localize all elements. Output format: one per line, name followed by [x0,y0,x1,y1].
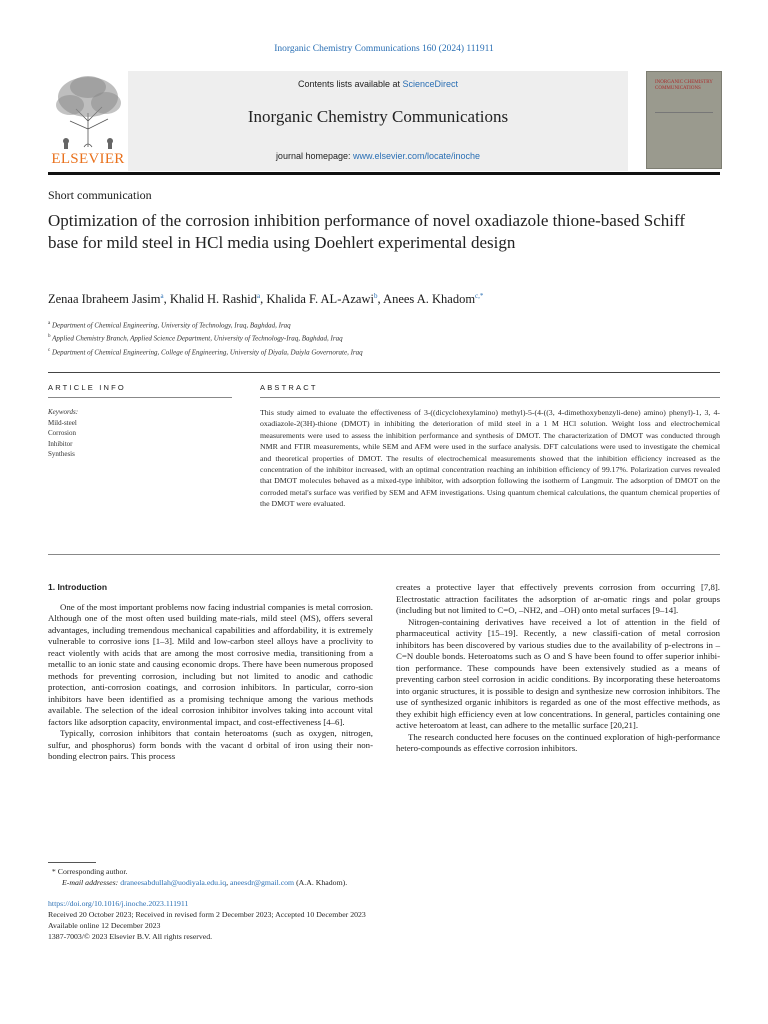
abstract-bottom-rule [48,554,720,555]
author-list: Zenaa Ibraheem Jasim$^a$, Khalid H. Rashid$^a$, Khalida F. AL-Azawi$^b$, Anees A. Khadom$^{c,*}$ [48,292,484,307]
email-link[interactable]: aneesdr@gmail.com [230,878,295,887]
journal-reference[interactable]: Inorganic Chemistry Communications 160 (2024) 111911 [274,44,494,54]
publisher-name: ELSEVIER [51,151,125,167]
affiliation-item: $^b$ Applied Chemistry Branch, Applied Science Department, University of Technology-Iraq, Baghdad, Iraq [48,334,343,343]
sciencedirect-link[interactable]: ScienceDirect [402,79,459,89]
doi-link[interactable]: https://doi.org/10.1016/j.inoche.2023.111911 [48,899,189,908]
copyright: 1387-7003/© 2023 Elsevier B.V. All rights reserved. [48,932,213,941]
body-paragraph: creates a protective layer that effectively prevents corrosion from occurring [7,8]. Electrostatic attraction facilitates the adsorption of ar-omatic rings and polar groups (including but not limited to C=O, –NH2, and –OH) onto metal surfaces [9–14]. [396,582,720,615]
abstract-sub-rule [260,397,720,398]
contents-line [128,79,628,89]
affiliation-item: $^a$ Department of Chemical Engineering, University of Technology, Iraq, Baghdad, Iraq [48,321,291,330]
cover-title: INORGANIC CHEMISTRY COMMUNICATIONS [655,80,713,91]
masthead [48,71,628,171]
author-affil-marker[interactable]: b [373,292,378,300]
author-name[interactable]: Khalida F. AL-Azawi [266,292,374,307]
body-right-column [396,582,720,755]
keyword: Synthesis [48,450,75,458]
homepage-link[interactable]: www.elsevier.com/locate/inoche [353,151,481,161]
info-sub-rule [48,397,232,398]
elsevier-tree-icon [48,71,128,149]
keyword: Mild-steel [48,418,77,427]
affiliations [48,318,648,358]
cover-divider [655,112,713,113]
header-rule [48,172,720,175]
abstract-text: This study aimed to evaluate the effectiveness of 3-((dicyclohexylamino) methyl)-5-(4-((3, 4-dimethoxybenzyli-dene) amino) phenyl)-1, 3, 4-oxadiazole-2(3H)-thione (DMOT) in inhibiting the deterioration of mild steel in a 1 M HCl solution. Weight loss and electrochemical measurements were used to assess the inhibition performance and synthesis of DMOT. The characterization of DMOT was conducted through NMR and FTIR measurements, while SEM and AFM were used in the surface analysis. DFT calculations were used to investigate the chemical and theoretical properties of DMOT. The results of electrochemical measurements showed that the inhibition efficiency increased as the concentration of the inhibitor increased, with an optimal concentration reaching an inhibition efficiency of 99.17%. Polarization curves revealed that DMOT molecules behaved as a mixed-type inhibitor, with adsorption following the isotherm of Langmuir. The adsorption of DMOT on the corroded metal's surface was verified by SEM and AFM investigations. Using quantum chemical calculations, the quantum chemical properties of the DMOT were evaluated. [260,408,720,509]
body-paragraph: One of the most important problems now facing industrial companies is metal corrosion. Although one of the most often used building mate-rials, mild steel (MS), offers several advantages, including tremendous mechanical capabilities and affordability, it is extremely vulnerable to corrosive ions [1–3]. Mild and low-carbon steel alloys have a proclivity to react violently with acids that are among the most corrosive media, transitioning from a metallic to an ionic state and causing economic drops. There have been numerous proposed methods for preventing corrosion, including but not limited to anodic and cathodic protection, anti-corrosion coatings, and corrosion inhibitors. In particular, corro-sion inhibitors have been identified as a promising technique among the various methods available. The selection of the ideal corrosion inhibitor involves taking into account vital factors like adsorption capacity, environmental impact, and cost-effectiveness [4–6]. [48,601,373,727]
corresponding-note: * Corresponding author. [48,867,128,876]
received-dates: Received 20 October 2023; Received in revised form 2 December 2023; Accepted 10 December 2023 [48,910,366,919]
keywords-block [48,407,208,460]
footnotes [48,866,708,888]
author-affil-marker[interactable]: a [256,292,261,300]
body-paragraph: Nitrogen-containing derivatives have received a lot of attention in the field of pharmaceutical activity [15–19]. Recently, a new classifi-cation of metal corrosion inhibitors has been discovered by various studies due to the availability of p-electrons in –C=N double bonds. Heteroatoms such as O and S have been found to offer superior inhibi-tion performance. These compounds have been extensively studied as a means of preventing carbon steel corrosion in acidic conditions. By incorporating these heteroatoms into organic structures, it is possible to design and synthesize new corrosion inhibitors. The use of synthesized organic inhibitors is regarded as one of the most effective methods, as they exhibit high efficiency even at low concentrations. In general, particles containing one active heteroatom at least, can adhere to the metallic surface [20,21]. [396,616,720,730]
article-info-heading: ARTICLE INFO [48,383,126,392]
masthead-band [128,71,628,171]
info-top-rule [48,372,720,373]
contents-prefix: Contents lists available at [297,79,403,89]
abstract-heading: ABSTRACT [260,383,318,392]
author-affil-marker[interactable]: c,* [475,292,484,300]
author-name[interactable]: Khalid H. Rashid [169,292,257,307]
email-link[interactable]: draneesabdullah@uodiyala.edu.iq [120,878,227,887]
footnote-rule [48,862,96,863]
homepage-line [128,151,628,161]
keyword: Inhibitor [48,439,73,448]
article-history [48,898,708,942]
article-title: Optimization of the corrosion inhibition performance of novel oxadiazole thione-based Schiff base for mild steel in HCl media using Doehlert experimental design [48,211,686,252]
affiliation-item: $^c$ Department of Chemical Engineering, College of Engineering, University of Diyala, Daiyla Governorate, Iraq [48,347,363,356]
keyword: Corrosion [48,429,76,437]
journal-cover[interactable] [646,71,722,169]
keywords-label: Keywords: [48,408,79,416]
elsevier-logo[interactable] [48,71,128,171]
body-paragraph: Typically, corrosion inhibitors that contain heteroatoms (such as oxygen, nitrogen, sulfur, and phosphorus) form bonds with the vacant d orbital of iron using their non-bonding electron pairs. This process [48,728,373,761]
email-line: E-mail addresses: draneesabdullah@uodiyala.edu.iq, aneesdr@gmail.com (A.A. Khadom). [62,878,348,887]
body-left-column [48,582,373,763]
online-date: Available online 12 December 2023 [48,921,161,930]
author-name[interactable]: Zenaa Ibraheem Jasim [48,292,161,307]
author-name[interactable]: Anees A. Khadom [383,292,476,307]
homepage-prefix: journal homepage: [275,151,353,161]
journal-title: Inorganic Chemistry Communications [247,107,509,126]
body-paragraph: The research conducted here focuses on the continued exploration of high-performance hetero-compounds as effective corrosion inhibitors. [396,731,720,753]
section-title: 1. Introduction [48,582,108,592]
article-type: Short communication [48,188,152,202]
author-affil-marker[interactable]: a [160,292,164,300]
